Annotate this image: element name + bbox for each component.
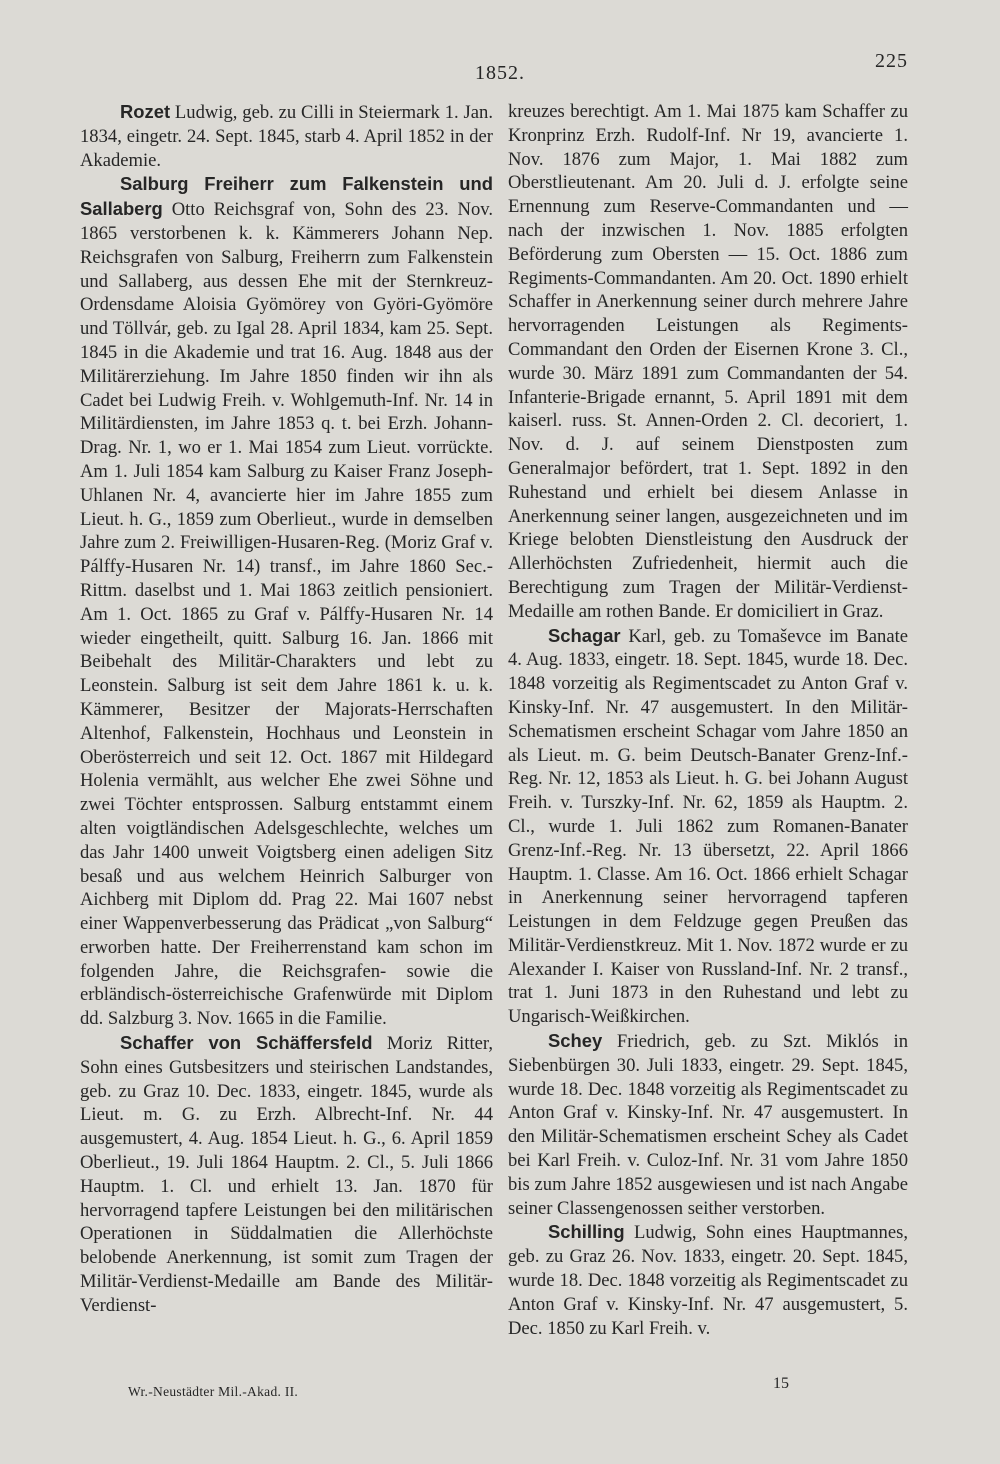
entry-salburg bbox=[80, 172, 493, 1031]
entry-text: Karl, geb. zu Tomaševce im Banate 4. Aug. 1833, eingetr. 18. Sept. 1845, wurde 18. Dec. 1848 vorzeitig als Regimentscadet zu Anton Graf v. Kinsky-Inf. Nr. 47 ausgemustert. In den Militär-Schematismen erscheint Schagar vom Jahre 1850 an als Lieut. m. G. beim Deutsch-Banater Grenz-Inf.-Reg. Nr. 12, 1853 als Lieut. h. G. bei Johann August Freih. v. Turszky-Inf. Nr. 62, 1859 als Hauptm. 2. Cl., wurde 1. Juli 1862 zum Romanen-Banater Grenz-Inf.-Reg. Nr. 13 übersetzt, 22. April 1866 Hauptm. 1. Classe. Am 16. Oct. 1866 erhielt Schagar in Anerkennung seiner hervorragend tapferen Leistungen in dem Feldzuge gegen Preußen das Militär-Verdienstkreuz. Mit 1. Nov. 1872 wurde er zu Alexander I. Kaiser von Russland-Inf. Nr. 2 transf., trat 1. Juni 1873 in den Ruhestand und lebt zu Ungarisch-Weißkirchen. bbox=[508, 625, 908, 1028]
entry-text: Moriz Ritter, Sohn eines Gutsbesitzers und steirischen Landstandes, geb. zu Graz 10. Dec. 1833, eingetr. 1845, wurde als Lieut. m. G. zu Erzh. Albrecht-Inf. Nr. 44 ausgemustert, 4. Aug. 1854 Lieut. h. G., 6. April 1859 Oberlieut., 19. Juli 1864 Hauptm. 2. Cl., 5. Juli 1866 Hauptm. 1. Cl. und erhielt 13. Jan. 1870 für hervorragend tapfere Leistungen bei den militärischen Operationen in Süddalmatien die Allerhöchste belobende Anerkennung, ist somit zum Tragen der Militär-Verdienst-Medaille am Bande des Militär-Verdienst- bbox=[80, 1033, 493, 1316]
entry-schaffer-continued bbox=[508, 100, 908, 624]
entry-schilling bbox=[508, 1220, 908, 1340]
entry-text: Friedrich, geb. zu Szt. Miklós in Siebenbürgen 30. Juli 1833, eingetr. 29. Sept. 1845, wurde 18. Dec. 1848 vorzeitig als Regimentscadet zu Anton Graf v. Kinsky-Inf. Nr. 47 ausgemustert. In den Militär-Schematismen erscheint Schey als Cadet bei Karl Freih. v. Culoz-Inf. Nr. 31 vom Jahre 1850 bis zum Jahre 1852 ausgewiesen und ist nach Angabe seiner Classengenossen seither verstorben. bbox=[508, 1031, 908, 1219]
entry-name: Schey bbox=[548, 1030, 603, 1052]
entry-name: Schagar bbox=[548, 624, 621, 646]
entry-name: Salburg Freiherr zum Falkenstein und Sallaberg bbox=[80, 173, 493, 220]
entry-schey bbox=[508, 1029, 908, 1220]
right-column bbox=[508, 100, 908, 1340]
entry-schaffer bbox=[80, 1031, 493, 1318]
printer-signature: Wr.-Neustädter Mil.-Akad. II. bbox=[128, 1384, 299, 1399]
sheet-number: 15 bbox=[773, 1375, 789, 1392]
left-column bbox=[80, 100, 493, 1318]
page-number: 225 bbox=[875, 50, 908, 72]
entry-schagar bbox=[508, 624, 908, 1030]
entry-text: kreuzes berechtigt. Am 1. Mai 1875 kam Schaffer zu Kronprinz Erzh. Rudolf-Inf. Nr 19, avancierte 1. Nov. 1876 zum Major, 1. Mai 1882 zum Oberstlieutenant. Am 20. Juli d. J. erfolgte seine Ernennung zum Reserve-Commandanten und — nach der inzwischen 1. Nov. 1885 erfolgten Beförderung zum Obersten — 15. Oct. 1886 zum Regiments-Commandanten. Am 20. Oct. 1890 erhielt Schaffer in Anerkennung seiner durch mehrere Jahre hervorragenden Leistungen als Regiments-Commandant den Orden der Eisernen Krone 3. Cl., wurde 30. März 1891 zum Commandanten der 54. Infanterie-Brigade ernannt, 5. April 1891 mit dem kaiserl. russ. St. Annen-Orden 2. Cl. decoriert, 1. Nov. d. J. auf seinem Dienstposten zum Generalmajor befördert, trat 1. Sept. 1892 in den Ruhestand und erhielt bei diesem Anlasse in Anerkennung seiner langen, ausgezeichneten und im Kriege belobten Dienstleistung den Ausdruck der Allerhöchsten Zufriedenheit, hiermit auch die Berechtigung zum Tragen der Militär-Verdienst-Medaille am rothen Bande. Er domiciliert in Graz. bbox=[508, 101, 908, 622]
entry-rozet bbox=[80, 100, 493, 172]
entry-name: Rozet bbox=[120, 101, 171, 122]
page-header-year: 1852. bbox=[475, 62, 525, 84]
entry-name: Schaffer von Schäffersfeld bbox=[120, 1032, 373, 1054]
entry-text: Ludwig, Sohn eines Hauptmannes, geb. zu Graz 26. Nov. 1833, eingetr. 20. Sept. 1845, wurde 18. Dec. 1848 vorzeitig als Regimentscadet zu Anton Graf v. Kinsky-Inf. Nr. 47 ausgemustert, 5. Dec. 1850 zu Karl Freih. v. bbox=[508, 1222, 908, 1339]
entry-text: Ludwig, geb. zu Cilli in Steiermark 1. Jan. 1834, eingetr. 24. Sept. 1845, starb 4. April 1852 in der Akademie. bbox=[80, 102, 493, 171]
entry-text: Otto Reichsgraf von, Sohn des 23. Nov. 1865 verstorbenen k. k. Kämmerers Johann Nep. Reichsgrafen von Salburg, Freiherrn zum Falkenstein und Sallaberg, aus dessen Ehe mit der Sternkreuz-Ordensdame Aloisia Gyömörey von Györi-Gyömöre und Töllvár, geb. zu Igal 28. April 1834, kam 25. Sept. 1845 in die Akademie und trat 16. Aug. 1848 aus der Militärerziehung. Im Jahre 1850 finden wir ihn als Cadet bei Ludwig Freih. v. Wohlgemuth-Inf. Nr. 14 in Militärdiensten, im Jahre 1853 q. t. bei Erzh. Johann-Drag. Nr. 1, wo er 1. Mai 1854 zum Lieut. vorrückte. Am 1. Juli 1854 kam Salburg zu Kaiser Franz Joseph-Uhlanen Nr. 4, avancierte hier im Jahre 1855 zum Lieut. h. G., 1859 zum Oberlieut., wurde in demselben Jahre zum 2. Freiwilligen-Husaren-Reg. (Moriz Graf v. Pálffy-Husaren Nr. 14) transf., im Jahre 1860 Sec.-Rittm. daselbst und 1. Mai 1863 zeitlich pensioniert. Am 1. Oct. 1865 zu Graf v. Pálffy-Husaren Nr. 14 wieder eingetheilt, quitt. Salburg 16. Jan. 1866 mit Beibehalt des Militär-Charakters und lebt zu Leonstein. Salburg ist seit dem Jahre 1861 k. u. k. Kämmerer, Besitzer der Majorats-Herrschaften Altenhof, Falkenstein, Hochhaus und Leonstein in Oberösterreich und seit 12. Oct. 1867 mit Hildegard Holenia vermählt, aus welcher Ehe zwei Söhne und zwei Töchter entsprossen. Salburg entstammt einem alten voigtländischen Adelsgeschlechte, welches um das Jahr 1400 unweit Voigtsberg einen adeligen Sitz besaß und aus welchem Heinrich Salburger von Aichberg mit Diplom dd. Prag 22. Mai 1607 nebst einer Wappenverbesserung das Prädicat „von Salburg“ erworben hatte. Der Freiherrenstand kam schon im folgenden Jahre, die Reichsgrafen- sowie die erbländisch-österreichische Grafenwürde mit Diplom dd. Salzburg 3. Nov. 1665 in die Familie. bbox=[80, 199, 493, 1030]
entry-name: Schilling bbox=[548, 1221, 625, 1243]
